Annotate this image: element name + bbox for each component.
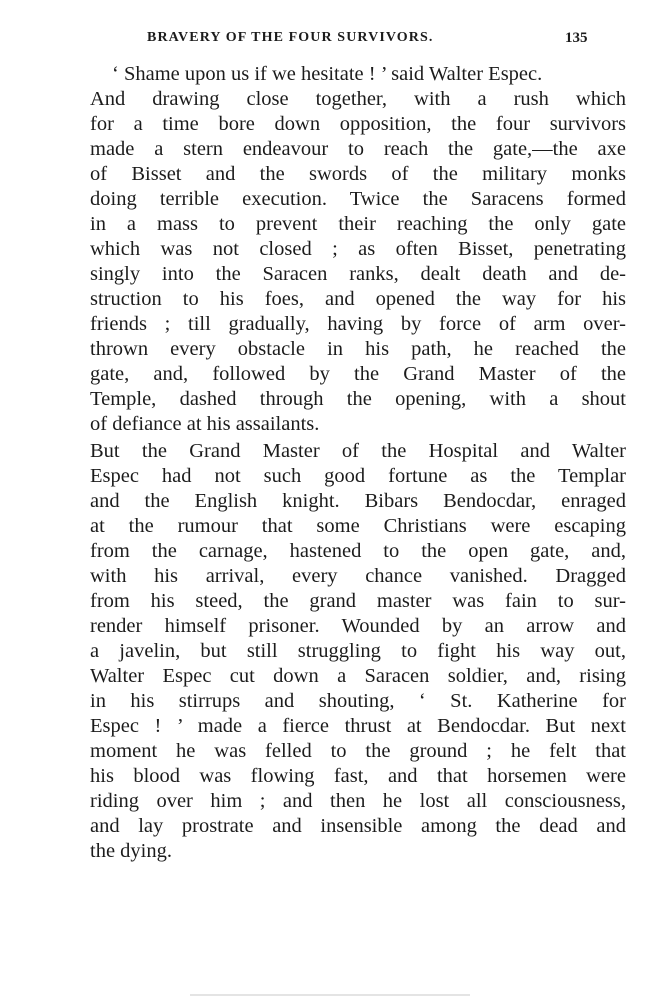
text-line: Walter Espec cut down a Saracen soldier, and, rising	[90, 665, 626, 687]
paragraph	[90, 439, 626, 864]
text-line: thrown every obstacle in his path, he reached the	[90, 338, 626, 360]
text-line: made a stern endeavour to reach the gate,—the axe	[90, 138, 626, 160]
text-line: of defiance at his assailants.	[90, 413, 320, 435]
bottom-edge-shadow	[190, 994, 470, 996]
paragraph	[90, 62, 626, 87]
text-line: render himself prisoner. Wounded by an arrow and	[90, 615, 626, 637]
text-line: and lay prostrate and insensible among the dead and	[90, 815, 626, 837]
text-line: singly into the Saracen ranks, dealt death and de-	[90, 263, 626, 285]
text-line: Temple, dashed through the opening, with a shout	[90, 388, 626, 410]
paragraph	[90, 87, 626, 437]
page-number: 135	[565, 30, 588, 46]
text-line: friends ; till gradually, having by force of arm over-	[90, 313, 626, 335]
text-line: and the English knight. Bibars Bendocdar, enraged	[90, 490, 626, 512]
text-line: Espec ! ’ made a fierce thrust at Bendocdar. But next	[90, 715, 626, 737]
text-line: gate, and, followed by the Grand Master of the	[90, 363, 626, 385]
text-line: riding over him ; and then he lost all consciousness,	[90, 790, 626, 812]
text-line: Espec had not such good fortune as the Templar	[90, 465, 626, 487]
text-line: And drawing close together, with a rush which	[90, 88, 626, 110]
running-title: BRAVERY OF THE FOUR SURVIVORS.	[147, 30, 434, 45]
text-line: in his stirrups and shouting, ‘ St. Katherine for	[90, 690, 626, 712]
text-line: from his steed, the grand master was fain to sur-	[90, 590, 626, 612]
running-head	[0, 30, 667, 54]
text-line: his blood was flowing fast, and that horsemen were	[90, 765, 626, 787]
text-line: a javelin, but still struggling to fight his way out,	[90, 640, 626, 662]
text-line: of Bisset and the swords of the military monks	[90, 163, 626, 185]
text-line: with his arrival, every chance vanished. Dragged	[90, 565, 626, 587]
text-line: the dying.	[90, 840, 172, 862]
text-line: in a mass to prevent their reaching the only gate	[90, 213, 626, 235]
text-line: But the Grand Master of the Hospital and Walter	[90, 440, 626, 462]
text-line: from the carnage, hastened to the open gate, and,	[90, 540, 626, 562]
body-text	[90, 62, 626, 864]
text-line: doing terrible execution. Twice the Saracens formed	[90, 188, 626, 210]
text-line: for a time bore down opposition, the four survivors	[90, 113, 626, 135]
text-line: ‘ Shame upon us if we hesitate ! ’ said Walter Espec.	[112, 63, 543, 85]
text-line: struction to his foes, and opened the way for his	[90, 288, 626, 310]
text-line: moment he was felled to the ground ; he felt that	[90, 740, 626, 762]
text-line: at the rumour that some Christians were escaping	[90, 515, 626, 537]
text-line: which was not closed ; as often Bisset, penetrating	[90, 238, 626, 260]
